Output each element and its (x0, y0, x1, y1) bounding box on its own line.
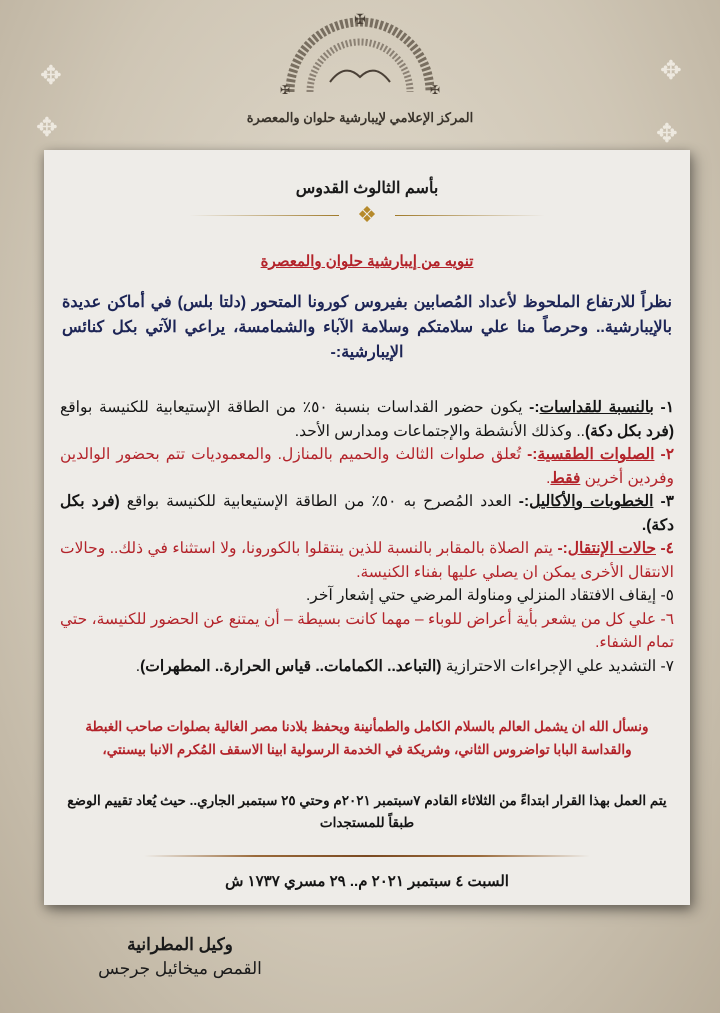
effective-date-note: يتم العمل بهذا القرار ابتداءً من الثلاثاء القادم ٧سبتمبر ٢٠٢١م وحتي ٢٥ سبتمبر الجاري.. حيث يُعاد تقييم الوضع طبقاً للمستجدات (67, 793, 667, 830)
svg-text:✠: ✠ (354, 11, 366, 27)
document-title: بأسم الثالوث القدوس (295, 180, 439, 197)
list-item (60, 655, 674, 679)
cross-ornament-icon: ✥ (40, 60, 62, 90)
text-segment: الصلوات الطقسية (537, 446, 655, 463)
text-segment: التشديد علي الإجراءات الاحترازية (441, 657, 657, 675)
signature-title: وكيل المطرانية (127, 935, 233, 954)
text-segment: :- (511, 493, 530, 510)
signature-block (70, 935, 290, 979)
text-segment: بالنسبة للقداسات (539, 399, 654, 416)
text-segment: . (641, 516, 647, 534)
signature-name: القمص ميخائيل جرجس (98, 959, 262, 978)
text-segment: (التباعد.. الكمامات.. قياس الحرارة.. المطهرات) (140, 657, 442, 675)
prayer-paragraph: ونسأل الله ان يشمل العالم بالسلام الكامل والطمأنينة ويحفظ بلادنا مصر الغالية بصلوات صاحب الغبطة والقداسة البابا تواضروس الثاني، وشريكة في الخدمة الرسولية ابينا الاسقف المُكرم الانبا بيسنتي، (85, 719, 649, 757)
text-segment: ١- (653, 399, 675, 416)
cross-ornament-icon: ✥ (660, 55, 682, 85)
text-segment: يتم الصلاة بالمقابر بالنسبة للذين ينتقلوا بالكورونا، ولا استثناء في ذلك.. وحالات الانتقال الأخرى يمكن ان يصلي عليها بفناء الكنيسة. (60, 540, 674, 581)
header (0, 0, 720, 148)
text-segment: :- (552, 540, 568, 557)
list-item (60, 608, 674, 655)
text-segment: :- (521, 446, 538, 463)
text-segment: ٧- (656, 657, 674, 675)
text-segment: إيقاف الافتقاد المنزلي ومناولة المرضي حتي إشعار آخر. (306, 587, 657, 604)
cross-ornament-icon: ✥ (656, 118, 678, 148)
divider (395, 215, 545, 216)
document-subtitle (44, 252, 690, 270)
text-segment: العدد المُصرح به ٥٠٪ من الطاقة الإستيعابية للكنيسة بواقع (119, 493, 512, 510)
text-segment: (فرد بكل دكة) (60, 493, 674, 534)
svg-text:✠: ✠ (280, 83, 291, 97)
list-item (60, 443, 674, 490)
announcement-paper (44, 150, 690, 905)
text-segment: ٦- (656, 610, 675, 628)
cross-ornament-icon: ✥ (36, 112, 58, 142)
intro-paragraph: نظراً للارتفاع الملحوظ لأعداد المُصابين بفيروس كورونا المتحور (دلتا بلس) في أماكن عديدة بالإيبارشية.. وحرصاً منا علي سلامتكم وسلامة الآباء والشمامسة، يراعي الآتي بكل كنائس الإيبارشية:- (62, 294, 672, 361)
ornament-icon: ❖ (357, 202, 377, 227)
svg-text:✠: ✠ (430, 83, 441, 97)
divider (144, 855, 590, 857)
text-segment: يكون حضور القداسات بنسبة ٥٠٪ من الطاقة الإستيعابية للكنيسة بواقع (60, 399, 523, 416)
media-center-label: المركز الإعلامي لإيبارشية حلوان والمعصرة (246, 110, 474, 125)
text-segment: تُعلق صلوات الثالث والحميم بالمنازل. والمعموديات تتم بحضور الوالدين وفردين أخرين (60, 446, 674, 487)
text-segment: فقط (550, 469, 581, 487)
instructions-list (60, 396, 674, 678)
text-segment: (فرد بكل دكة) (584, 422, 674, 440)
list-item (60, 584, 674, 608)
list-item (60, 537, 674, 584)
text-segment: . (546, 469, 551, 487)
list-item (60, 490, 674, 537)
document-date: السبت ٤ سبتمبر ٢٠٢١ م.. ٢٩ مسري ١٧٣٧ ش (225, 873, 509, 890)
text-segment: حالات الإنتقال (567, 540, 656, 557)
text-segment: ٥- (656, 587, 674, 604)
text-segment: :- (522, 399, 540, 416)
text-segment: ٢- (654, 446, 675, 463)
text-segment: . (135, 657, 141, 675)
text-segment: ٤- (656, 540, 674, 557)
text-segment: ٣- (653, 493, 674, 510)
text-segment: الخطوبات والأكاليل (529, 493, 654, 510)
list-item (60, 396, 674, 443)
text-segment: .. وكذلك الأنشطة والإجتماعات ومدارس الأحد. (294, 422, 585, 440)
diocese-seal-logo (270, 2, 450, 102)
subtitle-text: تنويه من إيبارشية حلوان والمعصرة (260, 253, 474, 270)
text-segment: علي كل من يشعر بأية أعراض للوباء – مهما كانت بسيطة – أن يمتنع عن الحضور للكنيسة، حتي تمام الشفاء. (60, 610, 674, 651)
